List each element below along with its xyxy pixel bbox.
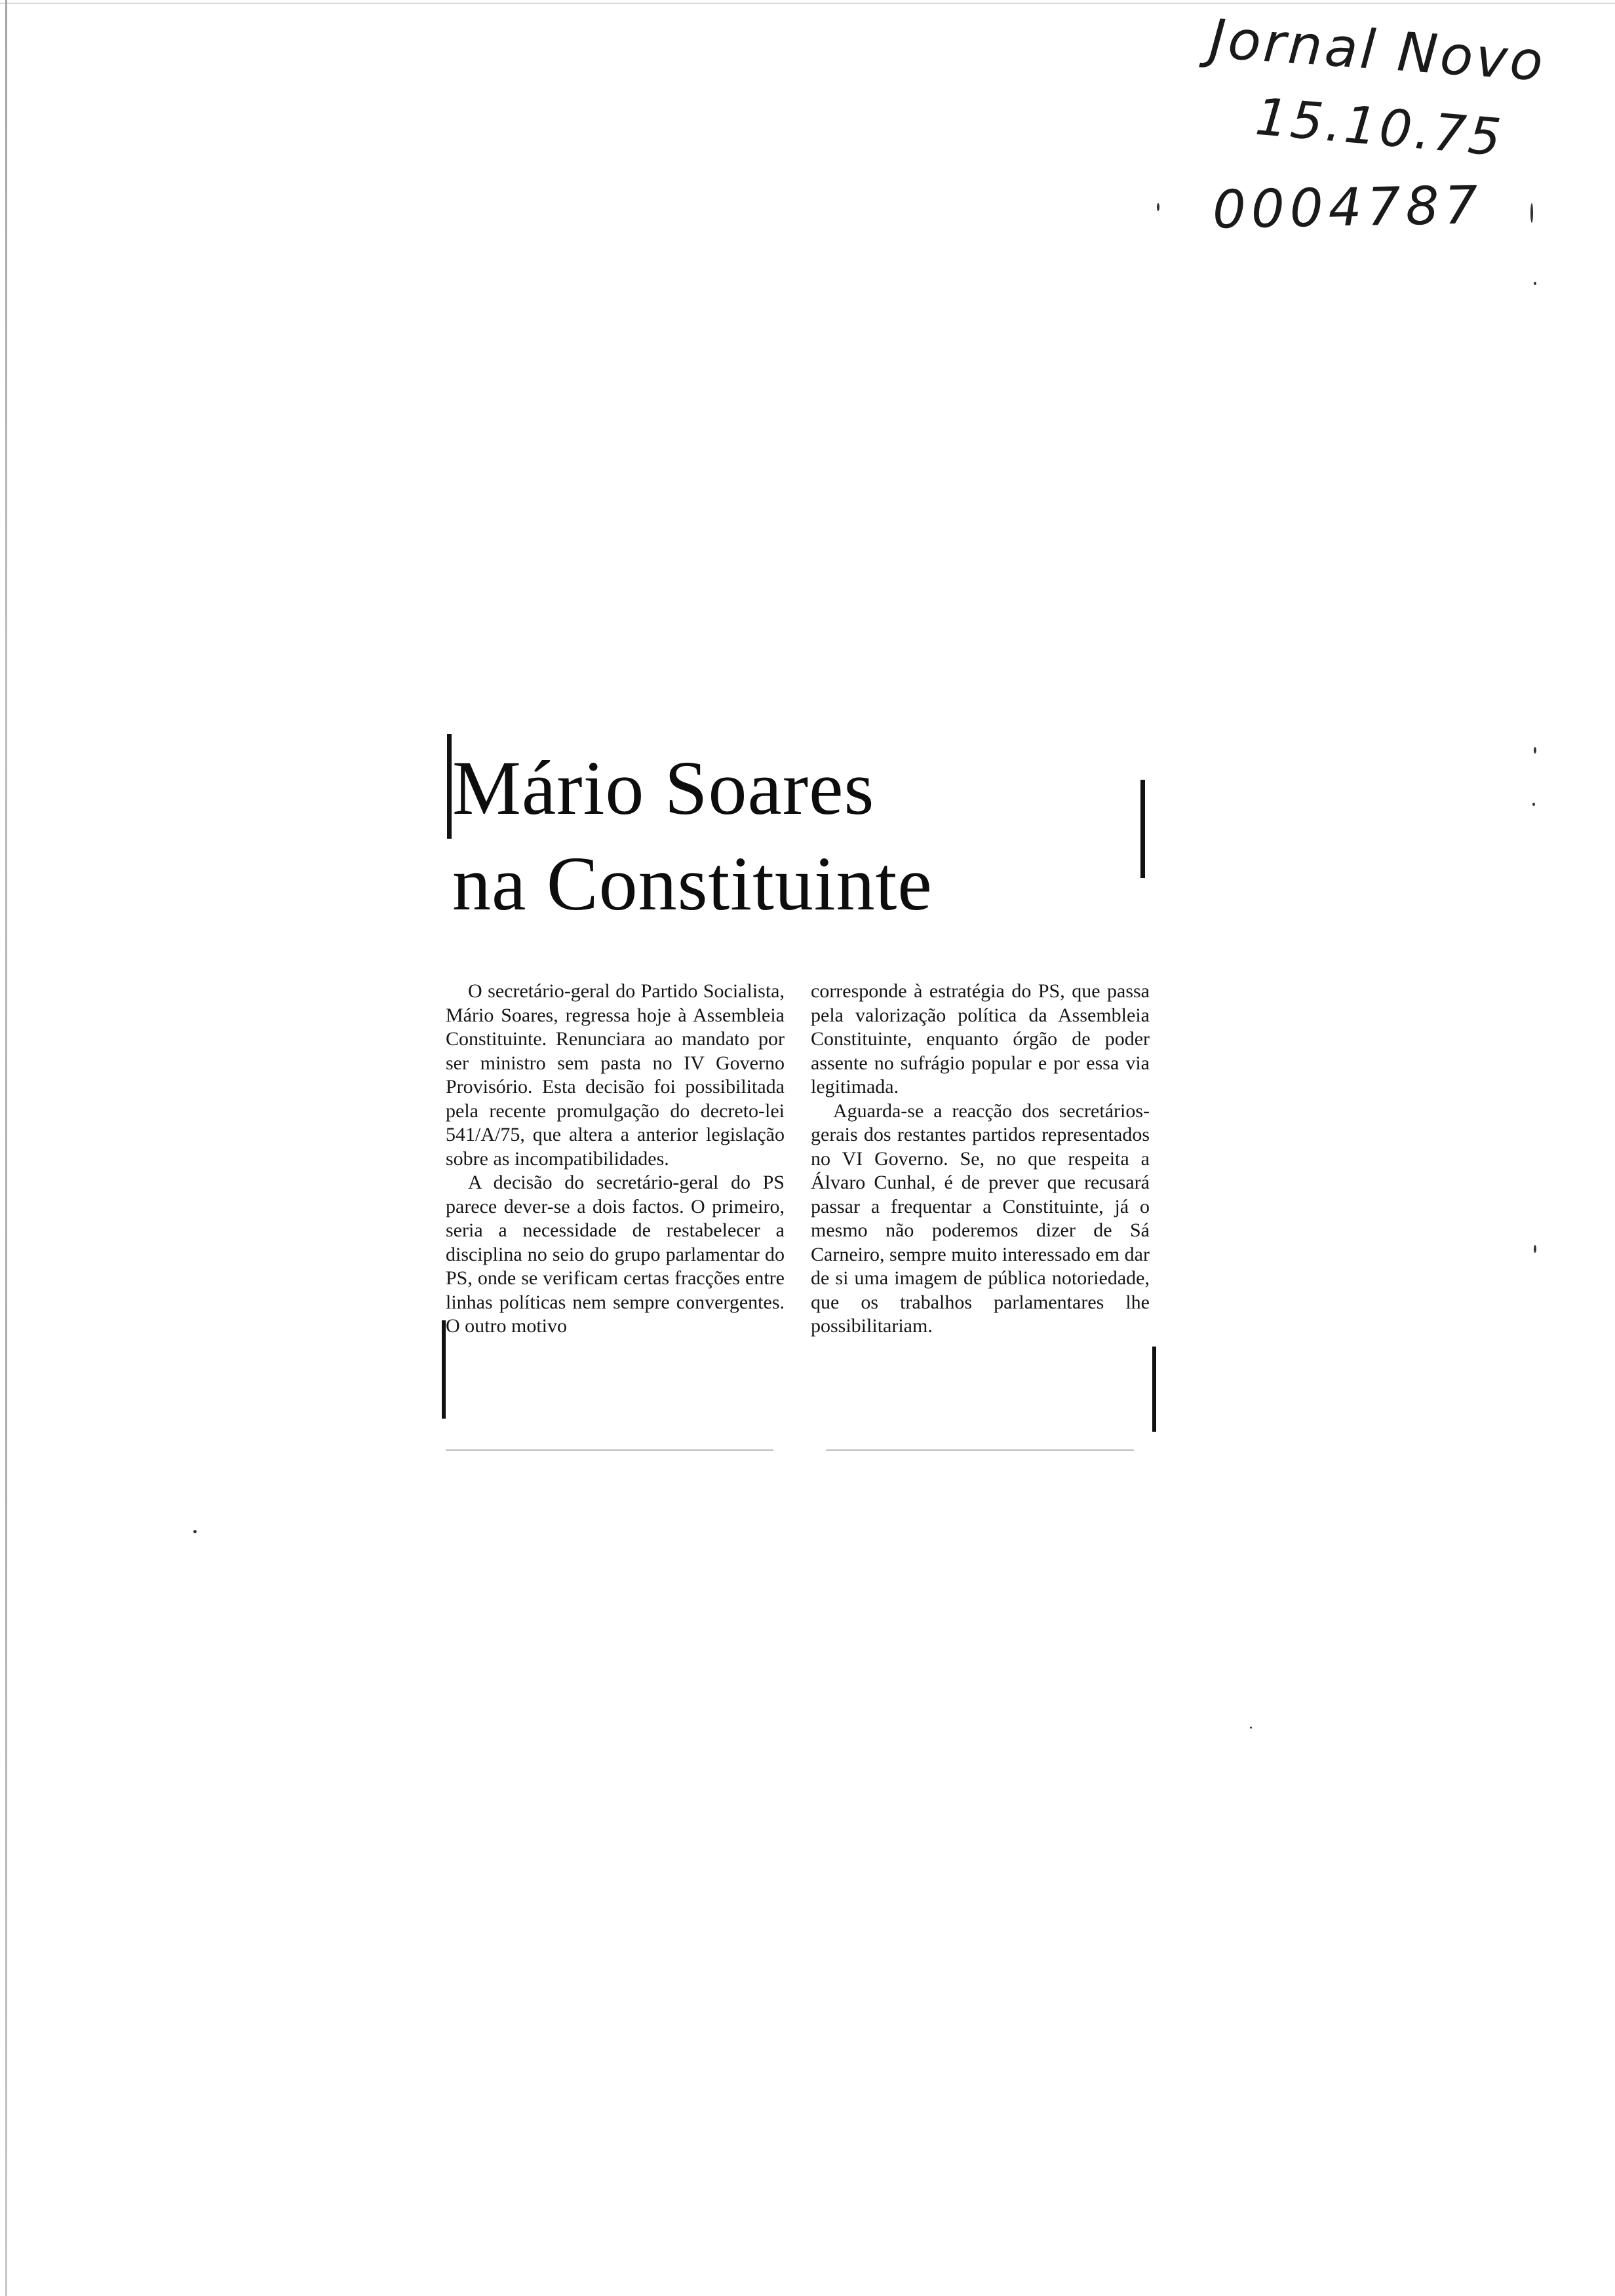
- clipping-bottom-edge: [446, 1449, 773, 1451]
- scan-edge-top: [0, 3, 1615, 4]
- paragraph: A decisão do secretário-geral do PS parece dever-se a dois factos. O primeiro, seria a necessidade de restabelecer a disciplina no seio do grupo parlamentar do PS, onde se verificam certas fracções entre linhas políticas nem sempre convergentes. O outro motivo: [446, 1172, 785, 1337]
- scan-speck: [193, 1530, 197, 1533]
- headline-line-2: na Constituinte: [452, 841, 933, 927]
- scan-speck: [1534, 747, 1536, 754]
- margin-mark-left: [447, 734, 452, 839]
- paragraph: corresponde à estratégia do PS, que passa pela valorização política da Assembleia Constituinte, enquanto órgão de poder assente no sufrágio popular e por essa via legitimada.: [811, 980, 1150, 1098]
- margin-mark-column-1: [442, 1320, 446, 1419]
- scan-speck: [1534, 282, 1536, 285]
- scan-speck: [1534, 1245, 1536, 1253]
- scan-speck: [1530, 203, 1533, 223]
- scan-speck: [1157, 203, 1159, 211]
- paragraph: Aguarda-se a reacção dos secretários-gerais dos restantes partidos representados no VI Governo. Se, no que respeita a Álvaro Cunhal, é de prever que recusará passar a frequentar a Constituinte, já o mesmo não poderemos dizer de Sá Carneiro, sempre muito interessado em dar de si uma imagem de pública notoriedade, que os trabalhos parlamentares lhe possibilitariam.: [811, 1100, 1150, 1337]
- handwritten-date-note: 15.10.75: [1253, 87, 1506, 168]
- headline-line-1: Mário Soares: [452, 745, 875, 831]
- scan-speck: [1532, 803, 1535, 806]
- margin-mark-column-2: [1152, 1347, 1156, 1432]
- article-headline: [452, 740, 1147, 932]
- newspaper-clipping: [446, 740, 1150, 1448]
- handwritten-source-note: Jornal Novo: [1207, 8, 1548, 94]
- article-column-2: [811, 980, 1150, 1339]
- scan-speck: [1250, 1727, 1252, 1729]
- paragraph: O secretário-geral do Partido Socialista, Mário Soares, regressa hoje à Assembleia Constituinte. Renunciara ao mandato por ser ministro sem pasta no IV Governo Provisório. Esta decisão foi possibilitada pela recente promulgação do decreto-lei 541/A/75, que altera a anterior legislação sobre as incompatibilidades.: [446, 980, 785, 1170]
- handwritten-archive-number: 0004787: [1212, 174, 1484, 240]
- article-body: [446, 980, 1150, 1339]
- article-column-1: [446, 980, 785, 1339]
- scan-edge-left: [5, 0, 7, 2296]
- clipping-bottom-edge: [826, 1449, 1134, 1451]
